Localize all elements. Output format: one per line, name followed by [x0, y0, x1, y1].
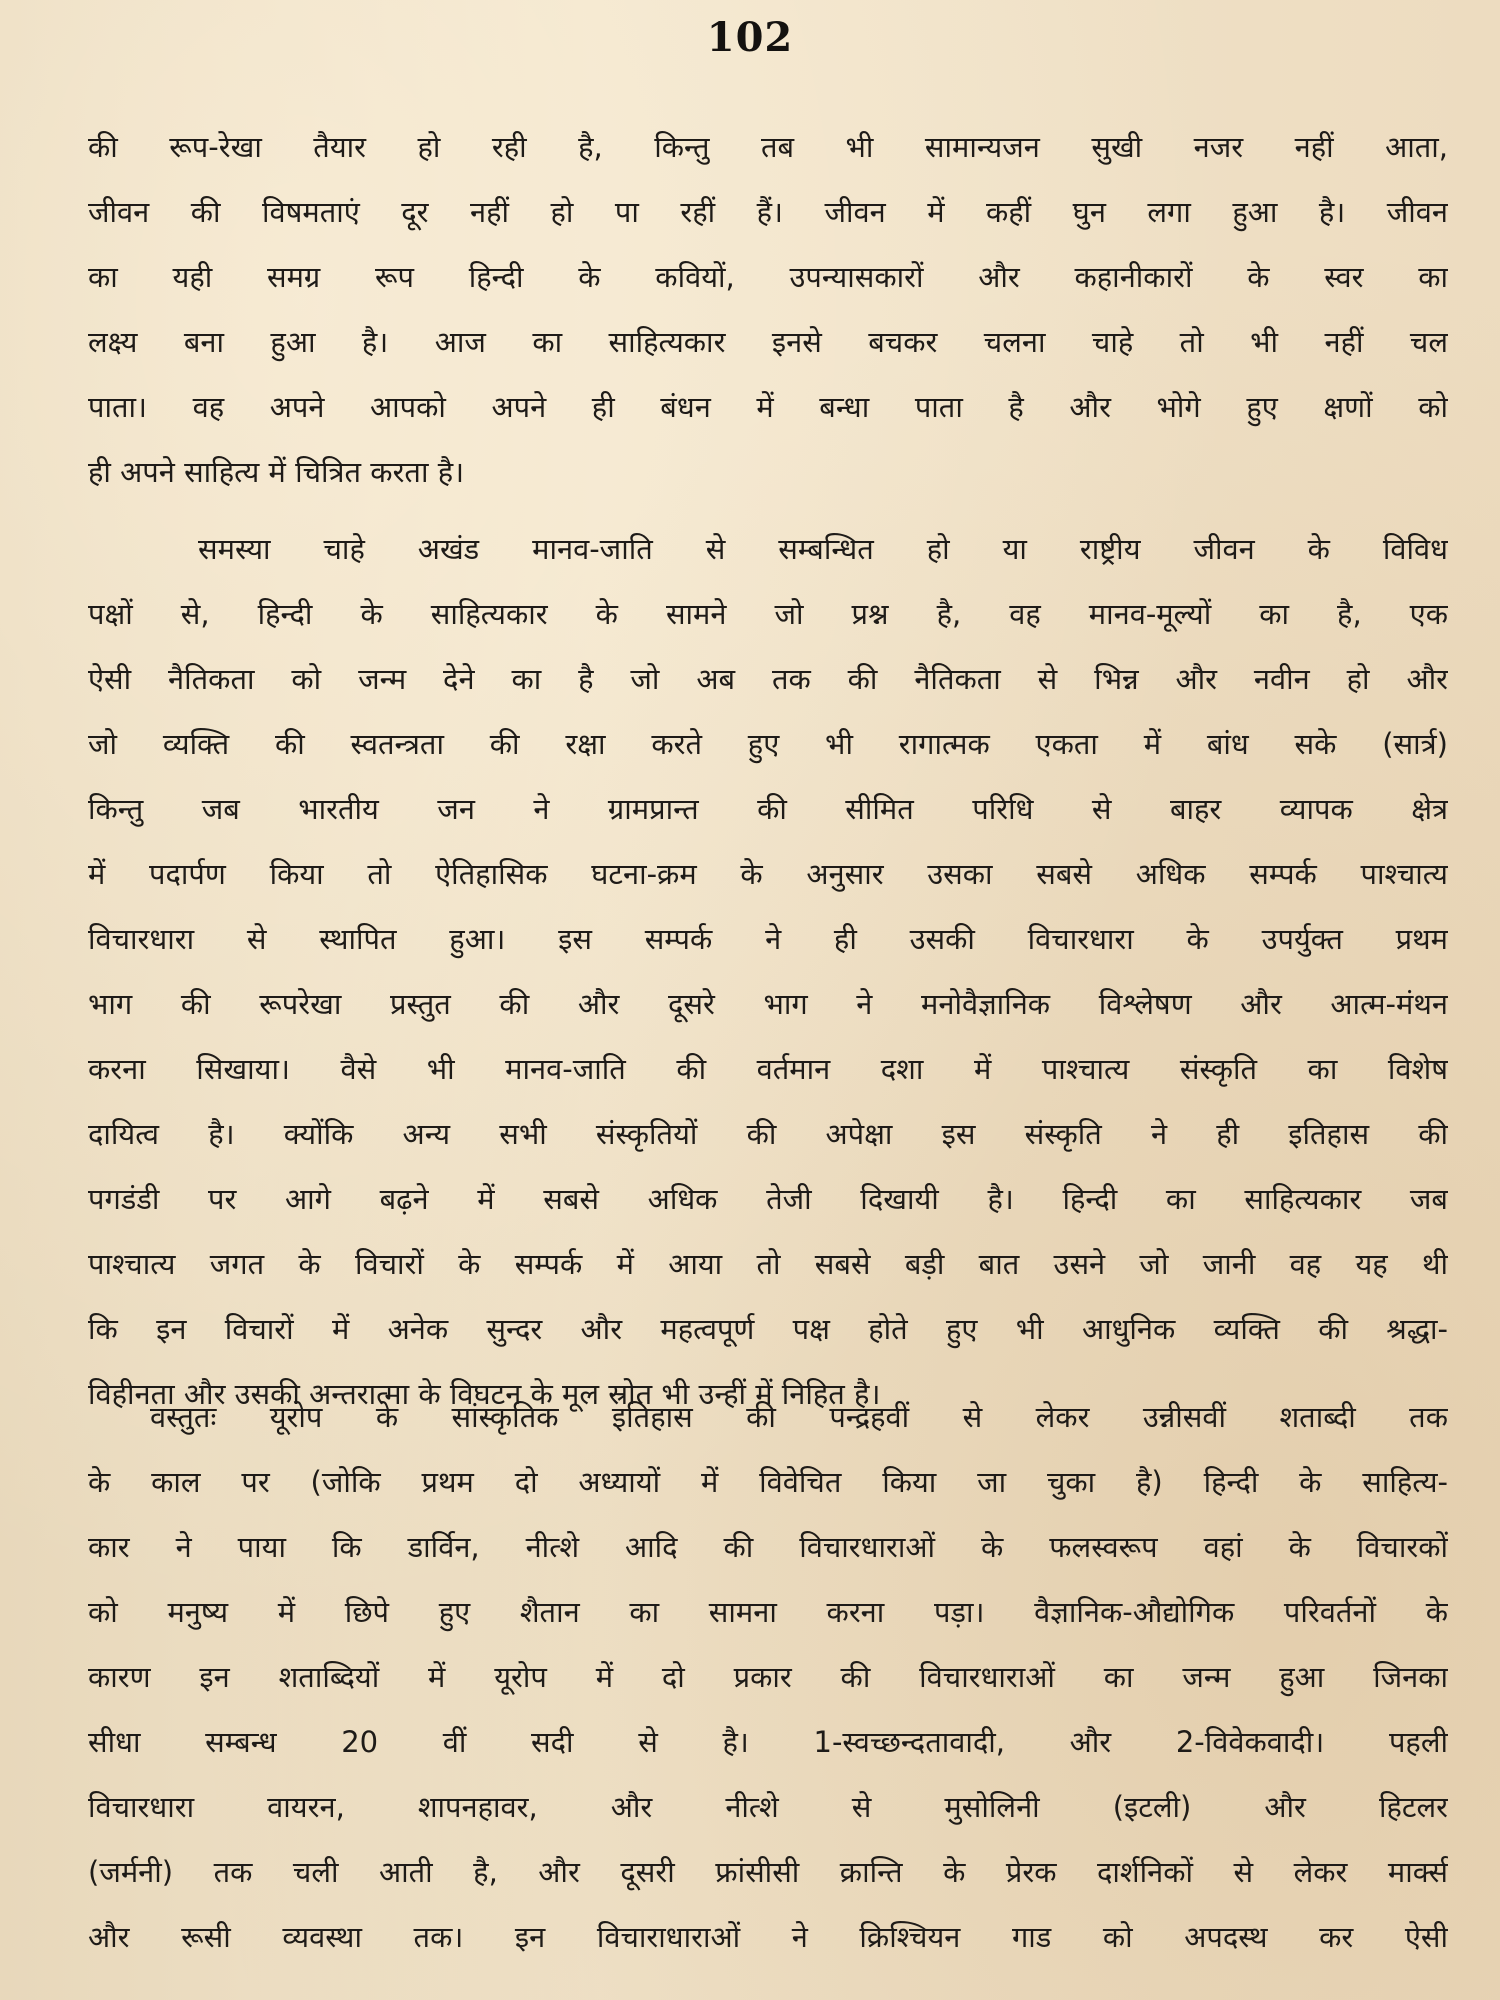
text-line: विहीनता और उसकी अन्तरात्मा के विघटन के मूल स्रोत भी उन्हीं में निहित है।: [88, 1377, 881, 1411]
text-line: समस्या चाहे अखंड मानव-जाति से सम्बन्धित हो या राष्ट्रीय जीवन के विविध: [198, 532, 1448, 566]
text-line: कार ने पाया कि डार्विन, नीत्शे आदि की विचारधाराओं के फलस्वरूप वहां के विचारकों: [88, 1530, 1448, 1564]
text-line: की रूप-रेखा तैयार हो रही है, किन्तु तब भी सामान्यजन सुखी नजर नहीं आता,: [88, 130, 1448, 164]
text-line: भाग की रूपरेखा प्रस्तुत की और दूसरे भाग ने मनोवैज्ञानिक विश्लेषण और आत्म-मंथन: [88, 987, 1448, 1021]
text-line: ही अपने साहित्य में चित्रित करता है।: [88, 455, 465, 489]
text-line: और रूसी व्यवस्था तक। इन विचाराधाराओं ने क्रिश्चियन गाड को अपदस्थ कर ऐसी: [88, 1920, 1448, 1954]
text-line: को मनुष्य में छिपे हुए शैतान का सामना करना पड़ा। वैज्ञानिक-औद्योगिक परिवर्तनों के: [88, 1595, 1448, 1629]
paragraph-2: [88, 517, 1448, 1427]
text-line: विचारधारा वायरन, शापनहावर, और नीत्शे से मुसोलिनी (इटली) और हिटलर: [88, 1790, 1448, 1824]
text-line: पाश्चात्य जगत के विचारों के सम्पर्क में आया तो सबसे बड़ी बात उसने जो जानी वह यह थी: [88, 1247, 1448, 1281]
paragraph-3: [88, 1385, 1448, 1970]
text-line: ऐसी नैतिकता को जन्म देने का है जो अब तक की नैतिकता से भिन्न और नवीन हो और: [88, 662, 1448, 696]
text-line: पक्षों से, हिन्दी के साहित्यकार के सामने जो प्रश्न है, वह मानव-मूल्यों का है, एक: [88, 597, 1448, 631]
text-line: पाता। वह अपने आपको अपने ही बंधन में बन्धा पाता है और भोगे हुए क्षणों को: [88, 390, 1448, 424]
text-line: वस्तुतः यूरोप के सांस्कृतिक इतिहास की पन्द्रहवीं से लेकर उन्नीसवीं शताब्दी तक: [150, 1400, 1448, 1434]
text-line: में पदार्पण किया तो ऐतिहासिक घटना-क्रम के अनुसार उसका सबसे अधिक सम्पर्क पाश्चात्य: [88, 857, 1448, 891]
text-line: सीधा सम्बन्ध 20 वीं सदी से है। 1-स्वच्छन्दतावादी, और 2-विवेकवादी। पहली: [88, 1725, 1448, 1759]
page-number: 102: [706, 14, 794, 61]
text-line: का यही समग्र रूप हिन्दी के कवियों, उपन्यासकारों और कहानीकारों के स्वर का: [88, 260, 1448, 294]
text-line: (जर्मनी) तक चली आती है, और दूसरी फ्रांसीसी क्रान्ति के प्रेरक दार्शनिकों से लेकर मार्क्स: [88, 1855, 1448, 1889]
text-line: कारण इन शताब्दियों में यूरोप में दो प्रकार की विचारधाराओं का जन्म हुआ जिनका: [88, 1660, 1448, 1694]
text-line: जो व्यक्ति की स्वतन्त्रता की रक्षा करते हुए भी रागात्मक एकता में बांध सके (सार्त्र): [88, 727, 1448, 761]
text-line: करना सिखाया। वैसे भी मानव-जाति की वर्तमान दशा में पाश्चात्य संस्कृति का विशेष: [88, 1052, 1448, 1086]
text-line: विचारधारा से स्थापित हुआ। इस सम्पर्क ने ही उसकी विचारधारा के उपर्युक्त प्रथम: [88, 922, 1448, 956]
text-line: कि इन विचारों में अनेक सुन्दर और महत्वपूर्ण पक्ष होते हुए भी आधुनिक व्यक्ति की श्रद्धा-: [88, 1312, 1448, 1346]
text-line: पगडंडी पर आगे बढ़ने में सबसे अधिक तेजी दिखायी है। हिन्दी का साहित्यकार जब: [88, 1182, 1448, 1216]
text-line: दायित्व है। क्योंकि अन्य सभी संस्कृतियों की अपेक्षा इस संस्कृति ने ही इतिहास की: [88, 1117, 1448, 1151]
text-line: के काल पर (जोकि प्रथम दो अध्यायों में विवेचित किया जा चुका है) हिन्दी के साहित्य-: [88, 1465, 1448, 1499]
text-line: किन्तु जब भारतीय जन ने ग्रामप्रान्त की सीमित परिधि से बाहर व्यापक क्षेत्र: [88, 792, 1448, 826]
paragraph-1: [88, 115, 1448, 505]
text-line: जीवन की विषमताएं दूर नहीं हो पा रहीं हैं। जीवन में कहीं घुन लगा हुआ है। जीवन: [88, 195, 1448, 229]
text-line: लक्ष्य बना हुआ है। आज का साहित्यकार इनसे बचकर चलना चाहे तो भी नहीं चल: [88, 325, 1448, 359]
